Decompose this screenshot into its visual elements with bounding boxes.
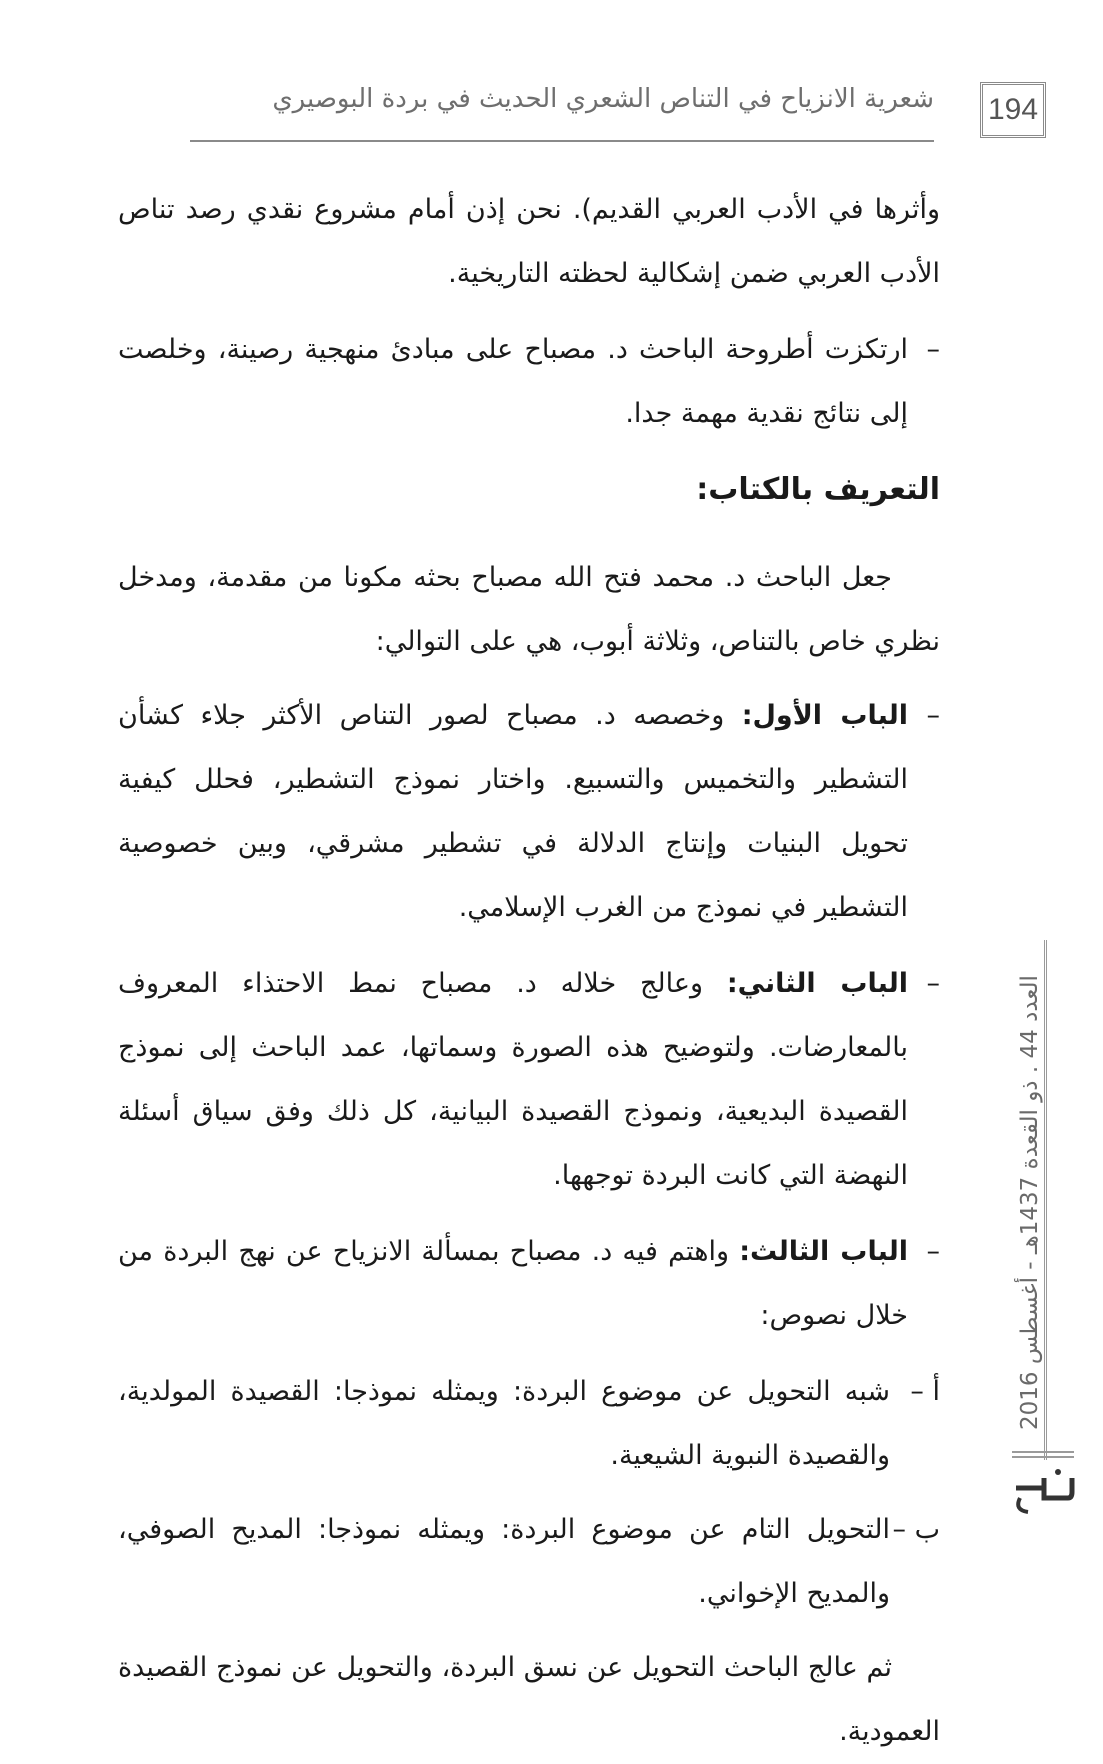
- chapter-text: وعالج خلاله د. مصباح نمط الاحتذاء المعروف بالمعارضات. ولتوضيح هذه الصورة وسماتها، عمد الباحث إلى نموذج القصيدة البديعية، ونموذج القصيدة البيانية، كل ذلك وفق سياق أسئلة النهضة التي كانت البردة توجهها.: [118, 968, 908, 1191]
- sub-item-label: أ –: [910, 1376, 940, 1407]
- sub-item-text: شبه التحويل عن موضوع البردة: ويمثله نموذجا: القصيدة المولدية، والقصيدة النبوية الشيعية.: [118, 1376, 890, 1471]
- chapter-label: الباب الثاني:: [726, 968, 909, 999]
- chapter-text: وخصصه د. مصباح لصور التناص الأكثر جلاء كشأن التشطير والتخميس والتسبيع. واختار نموذج التشطير، فحلل كيفية تحويل البنيات وإنتاج الدلالة في تشطير مشرقي، وبين خصوصية التشطير في نموذج من الغرب الإسلامي.: [118, 700, 908, 923]
- sub-item-a: [118, 1360, 940, 1488]
- article-body: [118, 178, 940, 1747]
- chapter-item-2: [118, 952, 940, 1208]
- chapter-item-1: [118, 684, 940, 940]
- sub-item-label: ب –: [892, 1514, 940, 1545]
- intro-paragraph: جعل الباحث د. محمد فتح الله مصباح بحثه مكونا من مقدمة، ومدخل نظري خاص بالتناص، وثلاثة أبوب، هي على التوالي:: [118, 562, 940, 657]
- chapter-label: الباب الثالث:: [739, 1236, 908, 1267]
- logo-glyph: [1016, 1478, 1072, 1498]
- section-title: التعريف بالكتاب:: [696, 472, 940, 507]
- logo-dot: [1055, 1469, 1061, 1475]
- sub-item-b: [118, 1498, 940, 1626]
- logo-glyph: [1018, 1498, 1028, 1512]
- bullet-paragraph: – ارتكزت أطروحة الباحث د. مصباح على مبادئ منهجية رصينة، وخلصت إلى نتائج نقدية مهمة جدا.: [118, 318, 940, 446]
- chapter-label: الباب الأول:: [741, 700, 909, 731]
- chapter-item-3: [118, 1220, 940, 1348]
- side-divider: [1044, 940, 1047, 1460]
- issue-info: العدد 44 . ذو القعدة 1437هـ - أغسطس 2016: [1017, 975, 1043, 1430]
- running-title: شعرية الانزياح في التناص الشعري الحديث في بردة البوصيري: [272, 84, 934, 114]
- paragraph-continuation: وأثرها في الأدب العربي القديم). نحن إذن أمام مشروع نقدي رصد تناص الأدب العربي ضمن إشكالية لحظته التاريخية.: [118, 194, 940, 289]
- page-number: 194: [980, 82, 1046, 138]
- chapter-text: واهتم فيه د. مصباح بمسألة الانزياح عن نهج البردة من خلال نصوص:: [118, 1236, 908, 1331]
- running-header: [190, 82, 934, 142]
- journal-logo: [1008, 1448, 1078, 1520]
- closing-paragraph: ثم عالج الباحث التحويل عن نسق البردة، والتحويل عن نموذج القصيدة العمودية.: [118, 1652, 940, 1747]
- sub-item-text: التحويل التام عن موضوع البردة: ويمثله نموذجا: المديح الصوفي، والمديح الإخواني.: [118, 1514, 890, 1609]
